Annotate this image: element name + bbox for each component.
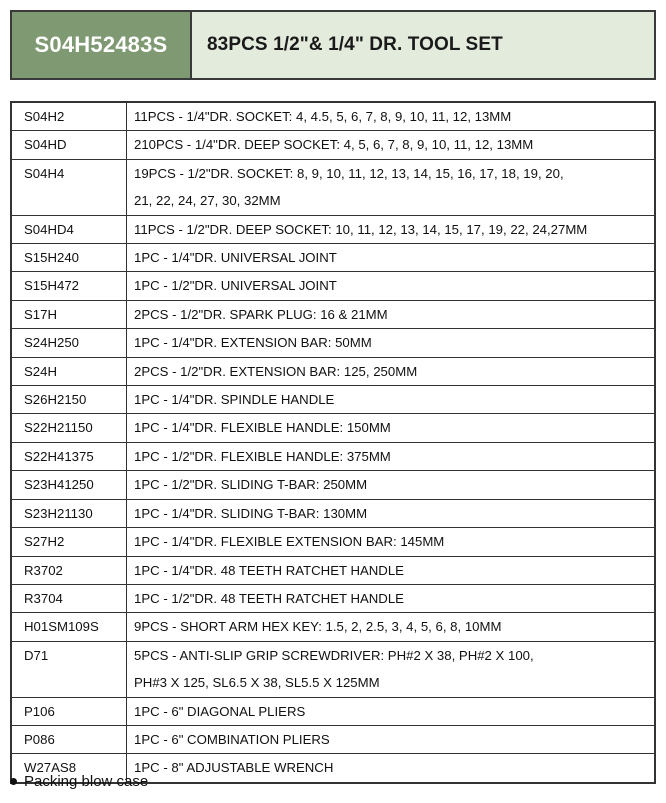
item-code: S27H2 — [12, 528, 127, 556]
product-title-box — [192, 12, 654, 78]
packing-note — [10, 773, 148, 790]
item-description-line: 1PC - 1/2"DR. 48 TEETH RATCHET HANDLE — [134, 590, 404, 606]
item-description — [127, 528, 655, 556]
item-code: D71 — [12, 641, 127, 697]
item-description-line: 1PC - 1/4"DR. SPINDLE HANDLE — [134, 392, 335, 408]
item-description-line: 11PCS - 1/4"DR. SOCKET: 4, 4.5, 5, 6, 7, 8, 9, 10, 11, 12, 13MM — [134, 109, 512, 124]
item-description-line: 1PC - 1/4"DR. 48 TEETH RATCHET HANDLE — [134, 562, 404, 578]
item-description — [127, 244, 655, 272]
table-row — [12, 329, 655, 357]
item-code: S17H — [12, 300, 127, 328]
item-code: S23H41250 — [12, 471, 127, 499]
item-description-line: 2PCS - 1/2"DR. EXTENSION BAR: 125, 250MM — [134, 363, 418, 379]
item-description — [127, 103, 655, 131]
item-code: S23H21130 — [12, 499, 127, 527]
table-row — [12, 471, 655, 499]
table-row — [12, 215, 655, 243]
item-description — [127, 556, 655, 584]
table-row — [12, 159, 655, 215]
item-code: R3702 — [12, 556, 127, 584]
item-description — [127, 641, 655, 697]
table-row — [12, 357, 655, 385]
item-description — [127, 329, 655, 357]
table-row — [12, 272, 655, 300]
item-code: S04H4 — [12, 159, 127, 215]
item-description-line: 2PCS - 1/2"DR. SPARK PLUG: 16 & 21MM — [134, 306, 388, 322]
item-code: S04H2 — [12, 103, 127, 131]
item-description — [127, 414, 655, 442]
item-description — [127, 300, 655, 328]
table-row — [12, 613, 655, 641]
item-description — [127, 386, 655, 414]
item-description-line: 9PCS - SHORT ARM HEX KEY: 1.5, 2, 2.5, 3, 4, 5, 6, 8, 10MM — [134, 619, 502, 635]
item-description-line: 11PCS - 1/2"DR. DEEP SOCKET: 10, 11, 12, 13, 14, 15, 17, 19, 22, 24,27MM — [134, 221, 588, 237]
item-description — [127, 159, 655, 215]
item-code: S22H21150 — [12, 414, 127, 442]
item-description — [127, 272, 655, 300]
item-description — [127, 215, 655, 243]
item-code: P106 — [12, 697, 127, 725]
product-title: 83PCS 1/2"& 1/4" DR. TOOL SET — [207, 34, 503, 55]
item-description — [127, 613, 655, 641]
item-description-line: 19PCS - 1/2"DR. SOCKET: 8, 9, 10, 11, 12, 13, 14, 15, 16, 17, 18, 19, 20, — [134, 165, 564, 181]
table-row — [12, 414, 655, 442]
table-row — [12, 528, 655, 556]
contents-table-wrap — [10, 101, 656, 784]
item-code: H01SM109S — [12, 613, 127, 641]
item-code: S15H240 — [12, 244, 127, 272]
item-description-line: 5PCS - ANTI-SLIP GRIP SCREWDRIVER: PH#2 X 38, PH#2 X 100, — [134, 647, 534, 663]
table-row — [12, 244, 655, 272]
item-description-line: 21, 22, 24, 27, 30, 32MM — [134, 193, 281, 209]
item-code: S15H472 — [12, 272, 127, 300]
item-description-line: 1PC - 6" DIAGONAL PLIERS — [134, 703, 306, 719]
item-description — [127, 584, 655, 612]
item-description-line: 1PC - 1/4"DR. EXTENSION BAR: 50MM — [134, 335, 372, 351]
packing-note-text: Packing blow case — [24, 773, 149, 790]
table-row — [12, 499, 655, 527]
item-description-line: 1PC - 1/4"DR. SLIDING T-BAR: 130MM — [134, 505, 368, 521]
table-row — [12, 103, 655, 131]
table-row — [12, 725, 655, 753]
item-code: P086 — [12, 725, 127, 753]
table-row — [12, 442, 655, 470]
table-row — [12, 556, 655, 584]
item-description — [127, 357, 655, 385]
item-description — [127, 471, 655, 499]
item-description-line: 1PC - 1/2"DR. SLIDING T-BAR: 250MM — [134, 477, 368, 493]
item-description-line: 1PC - 1/2"DR. UNIVERSAL JOINT — [134, 278, 337, 294]
item-description — [127, 725, 655, 753]
table-row — [12, 300, 655, 328]
item-description — [127, 754, 655, 782]
item-description-line: 1PC - 6" COMBINATION PLIERS — [134, 731, 330, 747]
item-description-line: 1PC - 1/4"DR. FLEXIBLE HANDLE: 150MM — [134, 420, 391, 436]
item-code: S04HD — [12, 131, 127, 159]
product-code: S04H52483S — [34, 32, 168, 57]
item-description-line: 1PC - 8" ADJUSTABLE WRENCH — [134, 760, 334, 776]
item-code: S24H — [12, 357, 127, 385]
product-code-box — [12, 12, 192, 78]
item-description-line: 210PCS - 1/4"DR. DEEP SOCKET: 4, 5, 6, 7, 8, 9, 10, 11, 12, 13MM — [134, 137, 534, 153]
contents-table — [11, 102, 655, 783]
table-row — [12, 697, 655, 725]
item-code: S26H2150 — [12, 386, 127, 414]
item-description — [127, 131, 655, 159]
item-code: S04HD4 — [12, 215, 127, 243]
item-description-line: 1PC - 1/4"DR. FLEXIBLE EXTENSION BAR: 145MM — [134, 534, 445, 550]
item-description — [127, 499, 655, 527]
table-row — [12, 584, 655, 612]
item-description-line: 1PC - 1/4"DR. UNIVERSAL JOINT — [134, 250, 337, 266]
product-header — [10, 10, 656, 80]
item-description-line: PH#3 X 125, SL6.5 X 38, SL5.5 X 125MM — [134, 675, 380, 691]
item-code: S24H250 — [12, 329, 127, 357]
item-code: R3704 — [12, 584, 127, 612]
item-description — [127, 442, 655, 470]
table-row — [12, 641, 655, 697]
item-description — [127, 697, 655, 725]
bullet-icon — [10, 778, 17, 785]
item-code: S22H41375 — [12, 442, 127, 470]
item-code: W27AS8 — [12, 754, 127, 782]
item-description-line: 1PC - 1/2"DR. FLEXIBLE HANDLE: 375MM — [134, 448, 391, 464]
contents-table-body — [12, 103, 655, 783]
table-row — [12, 131, 655, 159]
table-row — [12, 386, 655, 414]
